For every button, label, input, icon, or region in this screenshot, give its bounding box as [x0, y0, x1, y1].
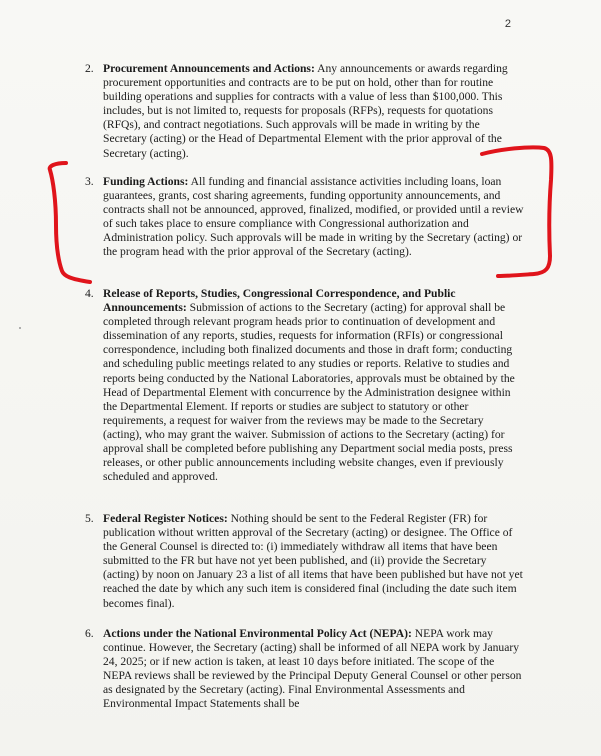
list-item-funding-actions: [85, 175, 525, 260]
list-item-release-of-reports: [85, 287, 525, 484]
item-body: [103, 627, 525, 712]
item-number: 6.: [85, 627, 94, 640]
item-text: Any announcements or awards regarding procurement opportunities and contracts are to be put on hold, other than for routine building operations and supplies for contracts with a value of less than $100,000. This includes, but is not limited to, requests for proposals (RFPs), requests for quotations (RFQs), and contract negotiations. Such approvals will be made in writing by the Secretary (acting) or the Head of Departmental Element with the prior approval of the Secretary (acting).: [103, 62, 508, 160]
item-heading: Release of Reports, Studies, Congressional Correspondence, and Public Announcements:: [103, 287, 456, 315]
list-item-nepa: [85, 627, 525, 712]
item-text: Nothing should be sent to the Federal Register (FR) for publication without written approval of the Secretary (acting) or designee. The Office of the General Counsel is directed to: (i) immediately withdraw all items that have been submitted to the FR but have not yet been published, and (ii) provide the Secretary (acting) by noon on January 23 a list of all items that have been published but have not yet reached the date by which any such item is considered final (including the date such item becomes final).: [103, 512, 523, 610]
page-number: 2: [504, 18, 511, 30]
item-number: 5.: [85, 512, 94, 525]
item-body: [103, 512, 525, 611]
list-item-procurement: [85, 62, 525, 161]
item-heading: Funding Actions:: [103, 175, 189, 188]
item-text: NEPA work may continue. However, the Secretary (acting) shall be informed of all NEPA work by January 24, 2025; or if new action is taken, at least 10 days before initiated. The scope of the NEPA reviews shall be reviewed by the Principal Deputy General Counsel or other person as designated by the Secretary (acting). Final Environmental Assessments and Environmental Impact Statements shall be: [103, 627, 522, 711]
item-body: [103, 175, 525, 260]
item-heading: Actions under the National Environmental Policy Act (NEPA):: [103, 627, 412, 640]
item-text: Submission of actions to the Secretary (acting) for approval shall be completed through relevant program heads prior to continuation of development and dissemination of any reports, studies, requests for information (RFIs) or congressional correspondence, including both finalized documents and those in draft form; conducting and scheduling public meetings related to any studies or reports. Relative to studies and reports being conducted by the National Laboratories, approvals must be obtained by the Head of Departmental Element with concurrence by the Administration designee within the Departmental Element. If reports or studies are subject to statutory or other requirements, a request for waiver from the reviews may be made to the Secretary (acting), who may grant the waiver. Submission of actions to the Secretary (acting) for approval shall be completed before publishing any Department social media posts, press releases, or other public announcements including website changes, even if previously scheduled and approved.: [103, 301, 515, 484]
scan-speck: [19, 327, 21, 329]
list-item-federal-register: [85, 512, 525, 611]
item-number: 4.: [85, 287, 94, 300]
item-heading: Procurement Announcements and Actions:: [103, 62, 315, 75]
item-number: 2.: [85, 62, 94, 75]
item-heading: Federal Register Notices:: [103, 512, 228, 525]
item-body: [103, 287, 525, 484]
item-number: 3.: [85, 175, 94, 188]
item-body: [103, 62, 525, 161]
item-text: All funding and financial assistance activities including loans, loan guarantees, grants, cost sharing agreements, funding opportunity announcements, and contracts shall not be announced, approved, finalized, modified, or provided until a review of such takes place to ensure compliance with Congressional authorization and Administration policy. Such approvals will be made in writing by the Secretary (acting) or the program head with the prior approval of the Secretary (acting).: [103, 175, 524, 259]
left-bracket-mark: [50, 163, 90, 282]
